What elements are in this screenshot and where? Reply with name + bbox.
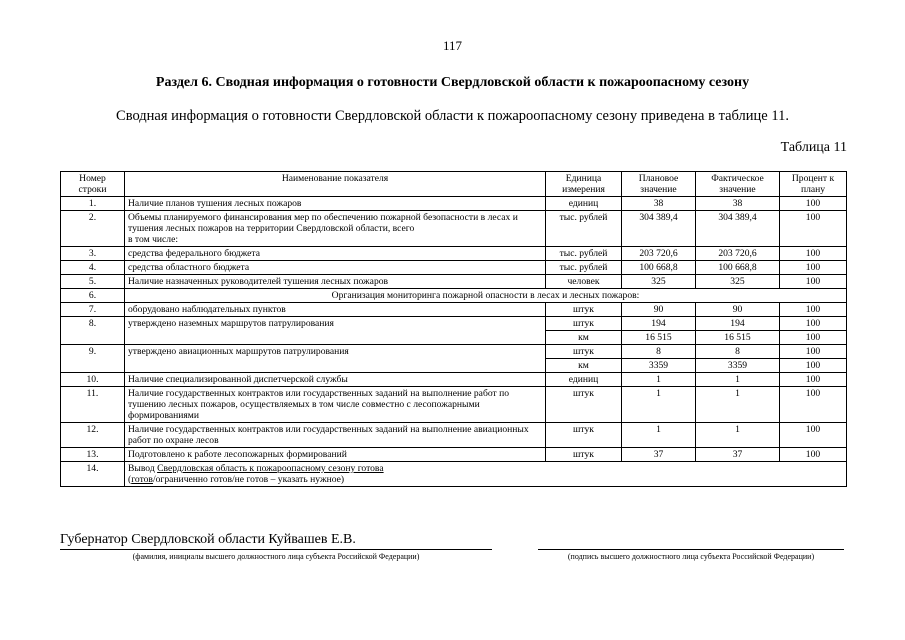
indicator-name: Наличие государственных контрактов или государственных заданий на выполнение работ по тушению лесных пожаров, осуществляемых в том числе совместно с лесопожарными формированиями: [125, 387, 546, 423]
row-number: 10.: [61, 373, 125, 387]
percent-value: 100: [780, 423, 847, 448]
percent-value: 100: [780, 317, 847, 331]
percent-value: 100: [780, 448, 847, 462]
indicator-name: оборудовано наблюдательных пунктов: [125, 303, 546, 317]
unit-cell: штук: [546, 448, 622, 462]
plan-value: 90: [622, 303, 696, 317]
row-number: 6.: [61, 289, 125, 303]
unit-cell: тыс. рублей: [546, 247, 622, 261]
row-number: 13.: [61, 448, 125, 462]
table-row-1: [61, 197, 847, 211]
table-row-7: [61, 303, 847, 317]
indicator-name: средства областного бюджета: [125, 261, 546, 275]
percent-value: 100: [780, 345, 847, 359]
percent-value: 100: [780, 359, 847, 373]
fact-value: 325: [696, 275, 780, 289]
header-indicator-name: Наименование показателя: [125, 172, 546, 197]
indicator-name: Наличие специализированной диспетчерской службы: [125, 373, 546, 387]
table-body: [61, 197, 847, 487]
row-number: 2.: [61, 211, 125, 247]
percent-value: 100: [780, 331, 847, 345]
header-unit: Единица измерения: [546, 172, 622, 197]
page-number: 117: [442, 38, 463, 53]
fact-value: 16 515: [696, 331, 780, 345]
unit-cell: тыс. рублей: [546, 261, 622, 275]
conclusion-selected-statement: Свердловская область к пожароопасному сезону готова: [157, 463, 384, 474]
intro-paragraph: Сводная информация о готовности Свердловской области к пожароопасному сезону приведена в таблице 11.: [116, 108, 789, 124]
unit-cell: км: [546, 331, 622, 345]
table-row-12: [61, 423, 847, 448]
indicator-name: средства федерального бюджета: [125, 247, 546, 261]
table-row-9: [61, 345, 847, 359]
plan-value: 37: [622, 448, 696, 462]
table-row-4: [61, 261, 847, 275]
plan-value: 3359: [622, 359, 696, 373]
readiness-table: [60, 171, 847, 487]
fact-value: 100 668,8: [696, 261, 780, 275]
row-number: 4.: [61, 261, 125, 275]
fact-value: 3359: [696, 359, 780, 373]
row-number: 3.: [61, 247, 125, 261]
indicator-name: утверждено наземных маршрутов патрулирования: [125, 317, 546, 345]
official-name: Губернатор Свердловской области Куйвашев Е.В.: [60, 532, 492, 550]
plan-value: 304 389,4: [622, 211, 696, 247]
fact-value: 1: [696, 423, 780, 448]
row-number: 5.: [61, 275, 125, 289]
signature-block: [538, 532, 844, 561]
table-row-8: [61, 317, 847, 331]
table-row-2: [61, 211, 847, 247]
table-row-14: [61, 462, 847, 487]
percent-value: 100: [780, 387, 847, 423]
conclusion-prefix: Вывод: [128, 463, 158, 474]
official-name-block: [60, 532, 492, 561]
table-row-10: [61, 373, 847, 387]
fact-value: 37: [696, 448, 780, 462]
plan-value: 1: [622, 387, 696, 423]
indicator-name: Наличие назначенных руководителей тушения лесных пожаров: [125, 275, 546, 289]
row-number: 9.: [61, 345, 125, 373]
unit-cell: штук: [546, 345, 622, 359]
unit-cell: штук: [546, 387, 622, 423]
row-number: 7.: [61, 303, 125, 317]
unit-cell: штук: [546, 317, 622, 331]
table-row-5: [61, 275, 847, 289]
section-title: Раздел 6. Сводная информация о готовности Свердловской области к пожароопасному сезону: [155, 75, 750, 90]
plan-value: 1: [622, 423, 696, 448]
row-number: 11.: [61, 387, 125, 423]
fact-value: 1: [696, 373, 780, 387]
official-name-hint: (фамилия, инициалы высшего должностного лица субъекта Российской Федерации): [132, 552, 420, 561]
plan-value: 325: [622, 275, 696, 289]
table-row-6: [61, 289, 847, 303]
indicator-name: Наличие планов тушения лесных пожаров: [125, 197, 546, 211]
header-fact-value: Фактическое значение: [696, 172, 780, 197]
fact-value: 90: [696, 303, 780, 317]
table-caption: Таблица 11: [780, 140, 847, 155]
indicator-name: утверждено авиационных маршрутов патрулирования: [125, 345, 546, 373]
fact-value: 203 720,6: [696, 247, 780, 261]
percent-value: 100: [780, 261, 847, 275]
percent-value: 100: [780, 275, 847, 289]
signature-hint: (подпись высшего должностного лица субъекта Российской Федерации): [567, 552, 815, 561]
fact-value: 194: [696, 317, 780, 331]
conclusion-selected-option: готов: [131, 474, 153, 485]
plan-value: 100 668,8: [622, 261, 696, 275]
row-number: 1.: [61, 197, 125, 211]
fact-value: 1: [696, 387, 780, 423]
signature-line: [538, 532, 844, 550]
percent-value: 100: [780, 303, 847, 317]
plan-value: 194: [622, 317, 696, 331]
header-percent: Процент к плану: [780, 172, 847, 197]
indicator-name: Подготовлено к работе лесопожарных формирований: [125, 448, 546, 462]
unit-cell: штук: [546, 303, 622, 317]
unit-cell: единиц: [546, 373, 622, 387]
unit-cell: штук: [546, 423, 622, 448]
header-plan-value: Плановое значение: [622, 172, 696, 197]
row-number: 8.: [61, 317, 125, 345]
indicator-name: Объемы планируемого финансирования мер по обеспечению пожарной безопасности в лесах и тушения лесных пожаров на территории Свердловской области, всего в том числе:: [125, 211, 546, 247]
fact-value: 8: [696, 345, 780, 359]
fact-value: 38: [696, 197, 780, 211]
table-row-3: [61, 247, 847, 261]
percent-value: 100: [780, 247, 847, 261]
unit-cell: человек: [546, 275, 622, 289]
conclusion-open-paren: (: [128, 474, 132, 485]
section-heading-cell: Организация мониторинга пожарной опасности в лесах и лесных пожаров:: [125, 289, 847, 303]
unit-cell: км: [546, 359, 622, 373]
row-number: 12.: [61, 423, 125, 448]
percent-value: 100: [780, 211, 847, 247]
plan-value: 203 720,6: [622, 247, 696, 261]
plan-value: 8: [622, 345, 696, 359]
plan-value: 1: [622, 373, 696, 387]
indicator-name: Наличие государственных контрактов или государственных заданий на выполнение авиационных работ по охране лесов: [125, 423, 546, 448]
row-number: 14.: [61, 462, 125, 487]
header-row-number: Номер строки: [61, 172, 125, 197]
conclusion-cell: [125, 462, 847, 487]
percent-value: 100: [780, 197, 847, 211]
table-header-row: [61, 172, 847, 197]
conclusion-options: /ограниченно готов/не готов – указать нужное): [152, 474, 345, 485]
percent-value: 100: [780, 373, 847, 387]
unit-cell: тыс. рублей: [546, 211, 622, 247]
fact-value: 304 389,4: [696, 211, 780, 247]
plan-value: 16 515: [622, 331, 696, 345]
table-row-13: [61, 448, 847, 462]
plan-value: 38: [622, 197, 696, 211]
unit-cell: единиц: [546, 197, 622, 211]
table-row-11: [61, 387, 847, 423]
